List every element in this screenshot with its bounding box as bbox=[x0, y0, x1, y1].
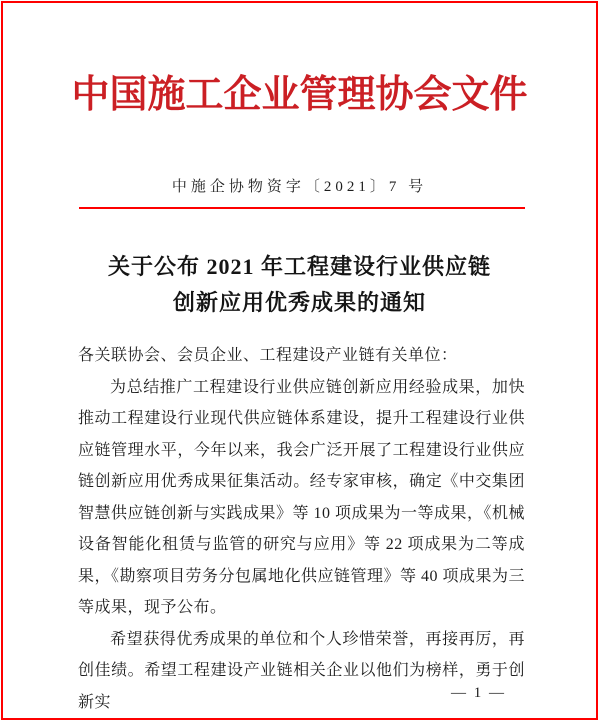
notice-title-line1: 关于公布 2021 年工程建设行业供应链 bbox=[107, 254, 491, 279]
document-page bbox=[1, 1, 598, 720]
body-paragraph-1: 为总结推广工程建设行业供应链创新应用经验成果，加快推动工程建设行业现代供应链体系建设，提升工程建设行业供应链管理水平，今年以来，我会广泛开展了工程建设行业供应链创新应用优秀成果征集活动。经专家审核，确定《中交集团智慧供应链创新与实践成果》等 10 项成果为一等成果，《机械设备智能化租赁与监管的研究与应用》等 22 项成果为二等成果，《勘察项目劳务分包属地化供应链管理》等 40 项成果为三等成果，现予公布。 bbox=[78, 378, 526, 616]
notice-title-line2: 创新应用优秀成果的通知 bbox=[172, 290, 426, 315]
notice-title bbox=[3, 249, 596, 321]
page-number: — 1 — bbox=[451, 685, 506, 701]
notice-body bbox=[3, 340, 596, 718]
doc-number: 中施企协物资字〔2021〕7 号 bbox=[171, 179, 428, 195]
body-paragraph-2: 希望获得优秀成果的单位和个人珍惜荣誉，再接再厉，再创佳绩。希望工程建设产业链相关企业以他们为榜样，勇于创新实 bbox=[78, 630, 525, 711]
red-rule-divider bbox=[79, 207, 525, 209]
org-title: 中国施工企业管理协会文件 bbox=[71, 74, 528, 116]
salutation: 各关联协会、会员企业、工程建设产业链有关单位： bbox=[78, 347, 458, 364]
